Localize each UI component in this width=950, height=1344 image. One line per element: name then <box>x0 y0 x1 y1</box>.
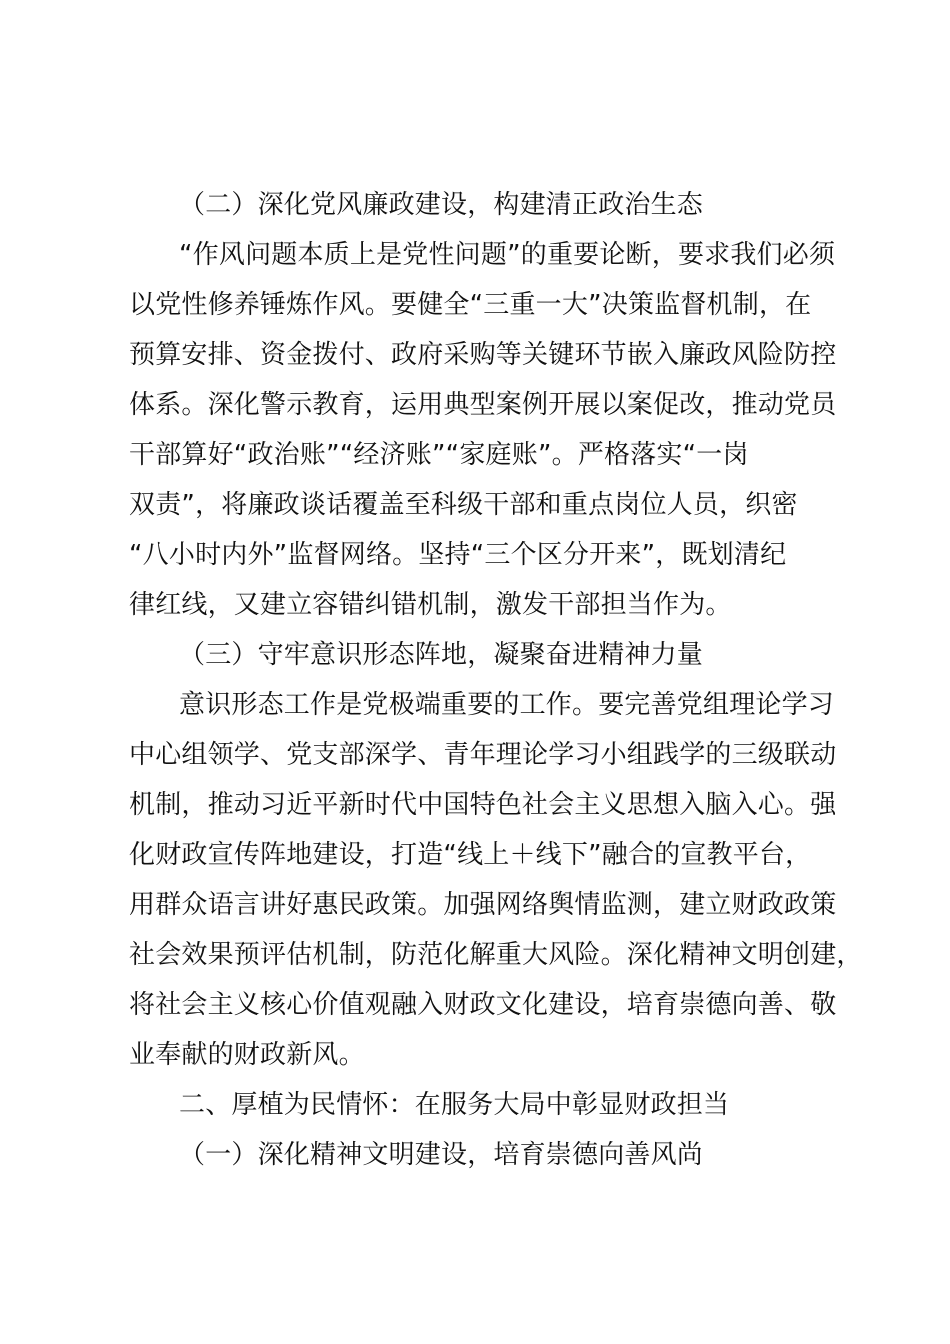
paragraph-line: 中心组领学、党支部深学、青年理论学习小组践学的三级联动 <box>129 740 837 770</box>
paragraph-line: 机制，推动习近平新时代中国特色社会主义思想入脑入心。强 <box>129 790 837 820</box>
paragraph-line: 以党性修养锤炼作风。要健全“三重一大”决策监督机制，在 <box>129 290 812 320</box>
chapter-heading-2: 二、厚植为民情怀：在服务大局中彰显财政担当 <box>179 1090 730 1120</box>
document-body <box>129 180 863 1180</box>
paragraph-line: 将社会主义核心价值观融入财政文化建设，培育崇德向善、敬 <box>129 990 837 1020</box>
paragraph-line: 用群众语言讲好惠民政策。加强网络舆情监测，建立财政政策 <box>129 890 837 920</box>
paragraph-line: 业奉献的财政新风。 <box>129 1040 365 1070</box>
paragraph-line: 预算安排、资金拨付、政府采购等关键环节嵌入廉政风险防控 <box>129 340 837 370</box>
paragraph-line: 体系。深化警示教育，运用典型案例开展以案促改，推动党员 <box>129 390 837 420</box>
paragraph-line: 社会效果预评估机制，防范化解重大风险。深化精神文明创建， <box>129 940 863 970</box>
paragraph-line: 意识形态工作是党极端重要的工作。要完善党组理论学习 <box>179 690 835 720</box>
paragraph-line: 双责”，将廉政谈话覆盖至科级干部和重点岗位人员，织密 <box>129 490 798 520</box>
paragraph-line: “作风问题本质上是党性问题”的重要论断，要求我们必须 <box>179 240 836 270</box>
section-heading-1: （一）深化精神文明建设，培育崇德向善风尚 <box>179 1140 704 1170</box>
paragraph-line: “八小时内外”监督网络。坚持“三个区分开来”，既划清纪 <box>129 540 787 570</box>
paragraph-line: 化财政宣传阵地建设，打造“线上＋线下”融合的宣教平台， <box>129 840 812 870</box>
paragraph-line: 律红线，又建立容错纠错机制，激发干部担当作为。 <box>129 590 732 620</box>
section-heading-3: （三）守牢意识形态阵地，凝聚奋进精神力量 <box>179 640 704 670</box>
paragraph-line: 干部算好“政治账”“经济账”“家庭账”。严格落实“一岗 <box>129 440 749 470</box>
section-heading-2: （二）深化党风廉政建设，构建清正政治生态 <box>179 190 704 220</box>
